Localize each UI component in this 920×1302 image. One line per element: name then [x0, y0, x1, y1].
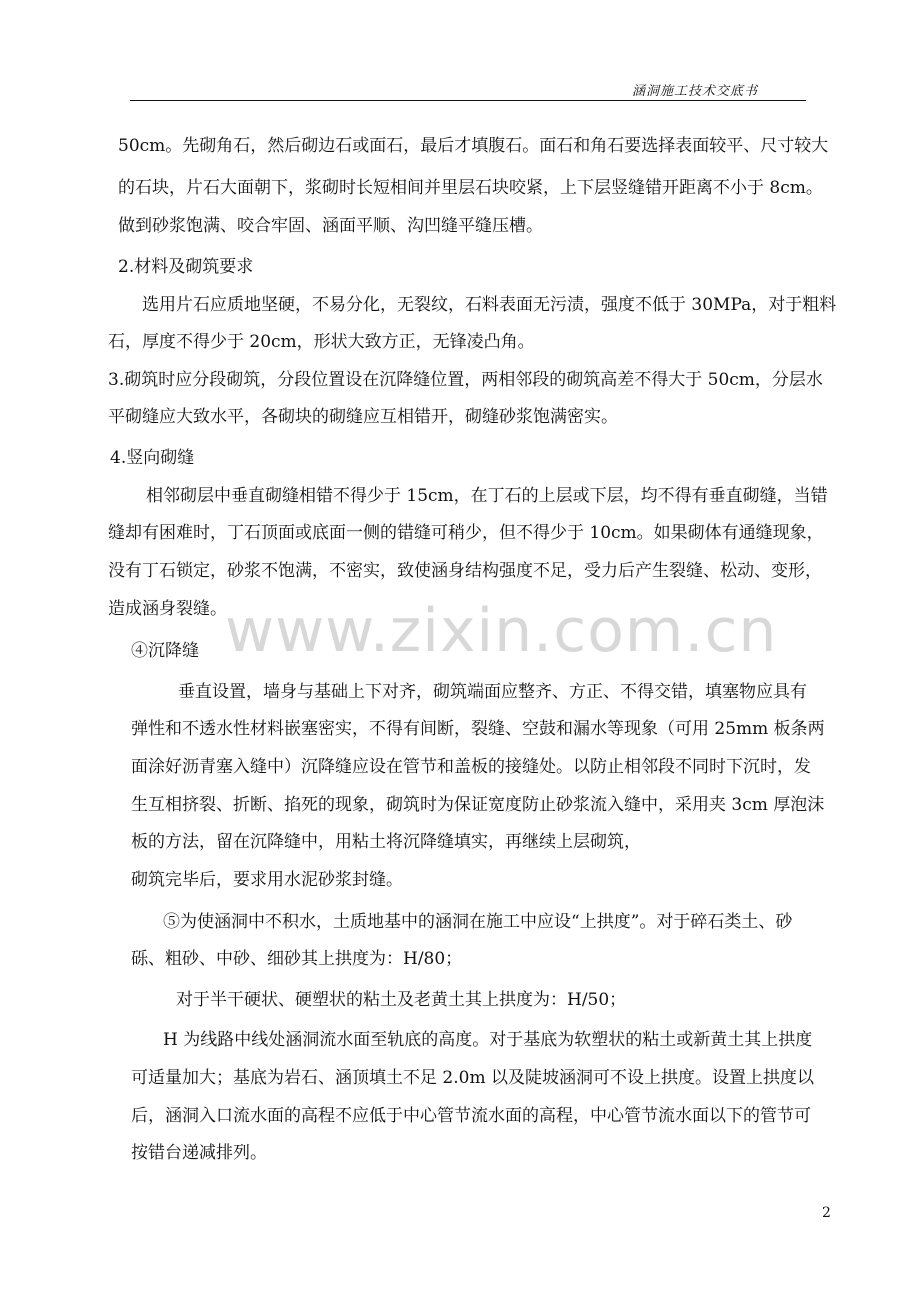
text-line: 可适量加大；基底为岩石、涵顶填土不足 2.0m 以及陡坡涵洞可不设上拱度。设置上拱度以	[131, 1068, 814, 1088]
text-line: H 为线路中线处涵洞流水面至轨底的高度。对于基底为软塑状的粘土或新黄土其上拱度	[163, 1030, 813, 1050]
watermark: www.zixin.com.cn	[225, 596, 778, 666]
text-line: 按错台递减排列。	[131, 1143, 267, 1163]
text-line: 50cm。先砌角石，然后砌边石或面石，最后才填腹石。面石和角石要选择表面较平、尺寸较大	[118, 136, 829, 156]
section-heading: ④沉降缝	[131, 641, 199, 661]
text-line: 的石块，片石大面朝下，浆砌时长短相间并里层石块咬紧，上下层竖缝错开距离不小于 8cm。	[118, 178, 823, 198]
text-line: 缝却有困难时，丁石顶面或底面一侧的错缝可稍少，但不得少于 10cm。如果砌体有通缝现象，	[108, 523, 824, 543]
text-line: 3.砌筑时应分段砌筑，分段位置设在沉降缝位置，两相邻段的砌筑高差不得大于 50cm，分层水	[108, 370, 823, 390]
text-line: 垂直设置，墙身与基础上下对齐，砌筑端面应整齐、方正、不得交错，填塞物应具有	[178, 682, 807, 702]
text-line: 板的方法，留在沉降缝中，用粘土将沉降缝填实，再继续上层砌筑，	[131, 832, 641, 852]
section-heading: 4.竖向砌缝	[110, 448, 195, 468]
text-line: ⑤为使涵洞中不积水，土质地基中的涵洞在施工中应设“上拱度”。对于碎石类土、砂	[163, 912, 793, 932]
text-line: 后，涵洞入口流水面的高程不应低于中心管节流水面的高程，中心管节流水面以下的管节可	[131, 1106, 811, 1126]
text-line: 面涂好沥青塞入缝中）沉降缝应设在管节和盖板的接缝处。以防止相邻段不同时下沉时，发	[131, 757, 811, 777]
text-line: 砌筑完毕后，要求用水泥砂浆封缝。	[131, 870, 403, 890]
text-line: 对于半干硬状、硬塑状的粘土及老黄土其上拱度为：H/50；	[176, 990, 627, 1010]
text-line: 石，厚度不得少于 20cm，形状大致方正，无锋凌凸角。	[108, 332, 535, 352]
header-rule	[130, 100, 806, 101]
text-line: 平砌缝应大致水平，各砌块的砌缝应互相错开，砌缝砂浆饱满密实。	[108, 407, 618, 427]
section-heading: 2.材料及砌筑要求	[118, 257, 254, 277]
text-line: 相邻砌层中垂直砌缝相错不得少于 15cm，在丁石的上层或下层，均不得有垂直砌缝，当错	[146, 486, 828, 506]
text-line: 生互相挤裂、折断、掐死的现象，砌筑时为保证宽度防止砂浆流入缝中，采用夹 3cm 厚泡沫	[131, 795, 825, 815]
text-line: 做到砂浆饱满、咬合牢固、涵面平顺、沟凹缝平缝压槽。	[118, 216, 543, 236]
text-line: 没有丁石锁定，砂浆不饱满，不密实，致使涵身结构强度不足，受力后产生裂缝、松动、变形，	[108, 561, 822, 581]
text-line: 弹性和不透水性材料嵌塞密实，不得有间断，裂缝、空鼓和漏水等现象（可用 25mm 板条两	[131, 719, 825, 739]
running-header: 涵洞施工技术交底书	[632, 84, 759, 99]
text-line: 选用片石应质地坚硬，不易分化，无裂纹，石料表面无污渍，强度不低于 30MPa，对于粗料	[142, 295, 837, 315]
page-number: 2	[822, 1205, 831, 1221]
text-line: 砾、粗砂、中砂、细砂其上拱度为：H/80；	[131, 949, 463, 969]
text-line: 造成涵身裂缝。	[108, 599, 227, 619]
